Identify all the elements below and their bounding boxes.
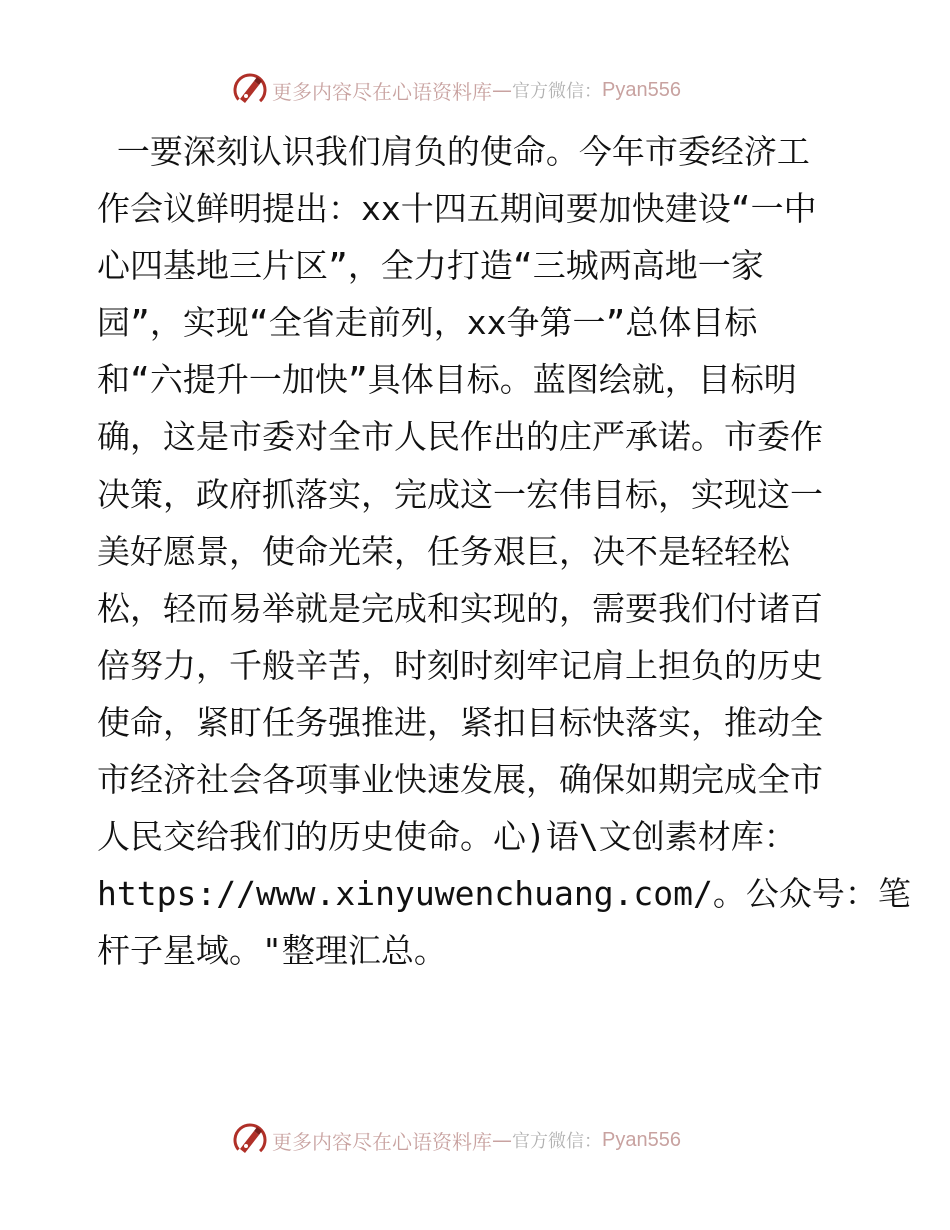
pen-logo-icon bbox=[232, 72, 268, 108]
text-line: 和“六提升一加快”具体目标。蓝图绘就，目标明 bbox=[97, 360, 797, 400]
pen-logo-icon bbox=[232, 1122, 268, 1158]
text-line: https://www.xinyuwenchuang.com/。公众号：笔 bbox=[97, 874, 911, 914]
document-body bbox=[97, 123, 911, 979]
banner-wechat-id: Pyan556 bbox=[602, 1128, 681, 1151]
header-banner bbox=[232, 70, 681, 110]
text-line: 决策，政府抓落实，完成这一宏伟目标，实现这一 bbox=[97, 474, 823, 514]
text-line: 园”，实现“全省走前列，xx争第一”总体目标 bbox=[97, 303, 758, 343]
text-line: 确，这是市委对全市人民作出的庄严承诺。市委作 bbox=[97, 417, 823, 457]
banner-title: 更多内容尽在心语资料库 bbox=[272, 1129, 492, 1154]
text-line: 一要深刻认识我们肩负的使命。今年市委经济工 bbox=[97, 132, 810, 171]
text-line: 倍努力，千般辛苦，时刻时刻牢记肩上担负的历史 bbox=[97, 645, 823, 685]
banner-title: 更多内容尽在心语资料库 bbox=[272, 79, 492, 104]
banner-wechat-id: Pyan556 bbox=[602, 78, 681, 101]
banner-separator: — bbox=[492, 1128, 512, 1152]
text-line: 市经济社会各项事业快速发展，确保如期完成全市 bbox=[97, 760, 823, 800]
text-line: 心四基地三片区”，全力打造“三城两高地一家 bbox=[97, 246, 764, 286]
text-line: 使命，紧盯任务强推进，紧扣目标快落实，推动全 bbox=[97, 702, 823, 742]
footer-banner bbox=[232, 1120, 681, 1160]
text-line: 美好愿景，使命光荣，任务艰巨，决不是轻轻松 bbox=[97, 531, 790, 571]
text-line: 人民交给我们的历史使命。心)语\文创素材库： bbox=[97, 817, 797, 857]
banner-separator: — bbox=[492, 78, 512, 102]
text-line: 杆子星域。"整理汇总。 bbox=[97, 931, 447, 971]
banner-wechat-label: 官方微信： bbox=[512, 1131, 602, 1152]
banner-wechat-label: 官方微信： bbox=[512, 81, 602, 102]
text-line: 松，轻而易举就是完成和实现的，需要我们付诸百 bbox=[97, 588, 823, 628]
text-line: 作会议鲜明提出：xx十四五期间要加快建设“一中 bbox=[97, 189, 817, 229]
